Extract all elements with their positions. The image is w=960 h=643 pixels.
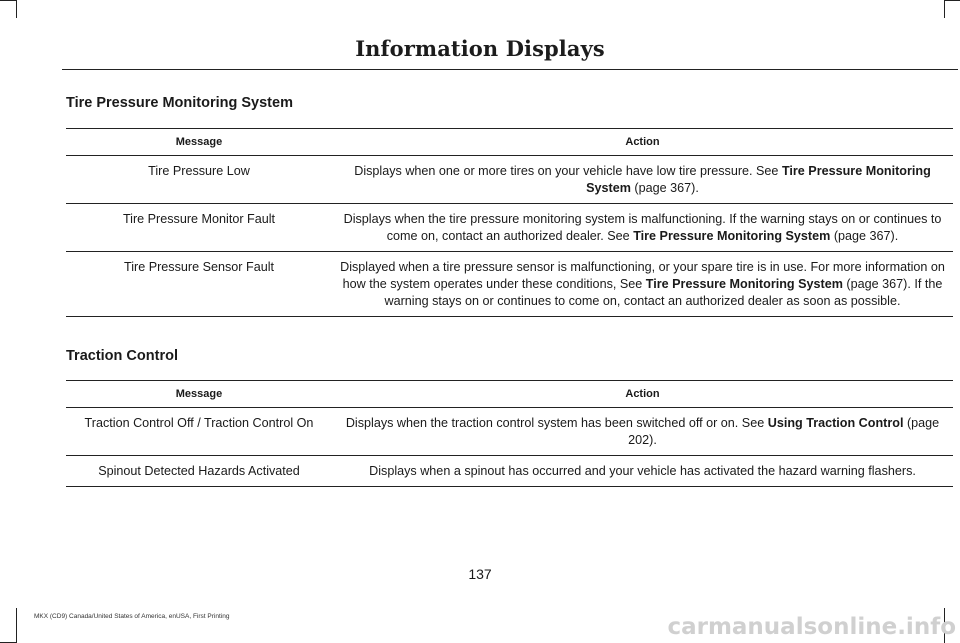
page-header-title: Information Displays <box>355 36 605 61</box>
action-cell <box>332 252 953 317</box>
action-cell <box>332 408 953 456</box>
watermark-text: carmanualsonline.info <box>667 614 956 640</box>
action-text-suffix: (page 202). <box>628 416 940 447</box>
action-cell <box>332 456 953 487</box>
table-row <box>66 456 953 487</box>
crop-mark-top-left <box>0 0 16 1</box>
action-text: Displayed when a tire pressure sensor is malfunctioning, or your spare tire is in use. For more information on how the system operates under these conditions, See <box>340 260 945 291</box>
action-text-suffix: (page 367). If the warning stays on or continues to come on, contact an authorized dealer as soon as possible. <box>384 277 943 308</box>
action-text-suffix: (page 367). <box>630 181 699 195</box>
table-row <box>66 408 953 456</box>
table-header-row <box>66 381 953 408</box>
crop-mark-bottom-left-vertical <box>16 608 17 643</box>
section-title-traction-control: Traction Control <box>66 348 178 364</box>
traction-control-table <box>66 380 953 487</box>
page-number: 137 <box>468 566 492 582</box>
page-reference-link[interactable]: Tire Pressure Monitoring System <box>633 229 831 243</box>
page-reference-link[interactable]: Tire Pressure Monitoring System <box>586 164 931 195</box>
message-cell: Tire Pressure Monitor Fault <box>66 204 332 252</box>
footer-edition-text: MKX (CD9) Canada/United States of America, enUSA, First Printing <box>34 613 230 620</box>
header-rule <box>62 69 958 70</box>
message-cell: Traction Control Off / Traction Control On <box>66 408 332 456</box>
page-reference-link[interactable]: Using Traction Control <box>767 416 904 430</box>
action-text: Displays when the tire pressure monitoring system is malfunctioning. If the warning stays on or continues to come on, contact an authorized dealer. See <box>343 212 942 243</box>
crop-mark-top-right <box>944 0 960 1</box>
table-row <box>66 252 953 317</box>
crop-mark-top-left-vertical <box>16 0 17 18</box>
crop-mark-top-right-vertical <box>944 0 945 18</box>
table-header-row <box>66 129 953 156</box>
table-row <box>66 204 953 252</box>
action-text: Displays when the traction control system has been switched off or on. See <box>345 416 768 430</box>
action-cell <box>332 204 953 252</box>
message-cell: Spinout Detected Hazards Activated <box>66 456 332 487</box>
column-header-message: Message <box>66 381 332 408</box>
tpms-table <box>66 128 953 317</box>
column-header-message: Message <box>66 129 332 156</box>
section-title-tpms: Tire Pressure Monitoring System <box>66 95 293 111</box>
page-reference-link[interactable]: Tire Pressure Monitoring System <box>645 277 843 291</box>
action-text: Displays when a spinout has occurred and your vehicle has activated the hazard warning flashers. <box>369 464 916 478</box>
message-cell: Tire Pressure Sensor Fault <box>66 252 332 317</box>
column-header-action: Action <box>332 129 953 156</box>
message-cell: Tire Pressure Low <box>66 156 332 204</box>
action-text-suffix: (page 367). <box>830 229 899 243</box>
action-cell <box>332 156 953 204</box>
column-header-action: Action <box>332 381 953 408</box>
action-text: Displays when one or more tires on your vehicle have low tire pressure. See <box>354 164 782 178</box>
table-row <box>66 156 953 204</box>
